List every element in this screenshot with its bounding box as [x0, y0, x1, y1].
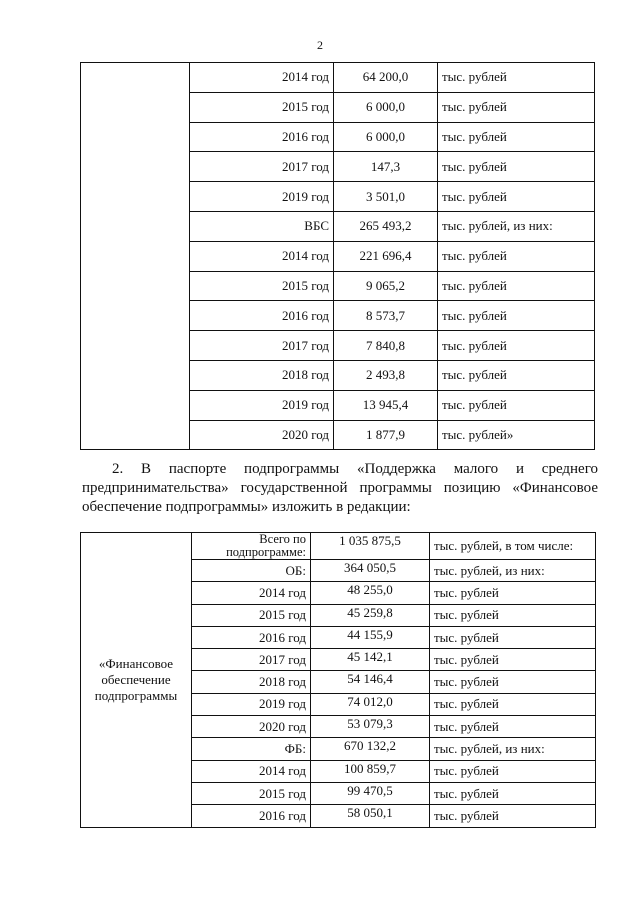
row-unit: тыс. рублей	[430, 760, 596, 782]
row-unit: тыс. рублей	[438, 390, 595, 420]
row-label: 2015 год	[190, 92, 334, 122]
row-label: 2020 год	[192, 716, 311, 738]
row-value: 53 079,3	[311, 716, 430, 738]
row-label: ОБ:	[192, 560, 311, 582]
row-value: 1 877,9	[334, 420, 438, 450]
row-unit: тыс. рублей»	[438, 420, 595, 450]
row-value: 2 493,8	[334, 360, 438, 390]
row-label: 2015 год	[192, 782, 311, 804]
row-unit: тыс. рублей	[430, 671, 596, 693]
row-label: 2015 год	[192, 604, 311, 626]
row-value: 7 840,8	[334, 331, 438, 361]
row-label: ФБ:	[192, 738, 311, 760]
row-unit: тыс. рублей	[438, 92, 595, 122]
row-label: 2019 год	[190, 182, 334, 212]
row-value: 54 146,4	[311, 671, 430, 693]
row-unit: тыс. рублей	[430, 693, 596, 715]
empty-first-column	[81, 63, 190, 450]
amendment-paragraph: 2. В паспорте подпрограммы «Поддержка малого и среднего предпринимательства» государственной программы позицию «Финансовое обеспечение подпрограммы» изложить в редакции:	[82, 461, 598, 515]
row-value: 45 142,1	[311, 649, 430, 671]
row-label: 2018 год	[190, 360, 334, 390]
row-unit: тыс. рублей	[438, 360, 595, 390]
row-unit: тыс. рублей	[430, 782, 596, 804]
row-value: 9 065,2	[334, 271, 438, 301]
row-value: 74 012,0	[311, 693, 430, 715]
row-label: 2014 год	[190, 241, 334, 271]
row-unit: тыс. рублей	[438, 271, 595, 301]
row-value: 58 050,1	[311, 805, 430, 827]
row-value: 99 470,5	[311, 782, 430, 804]
row-unit: тыс. рублей, из них:	[438, 211, 595, 241]
row-value: 48 255,0	[311, 582, 430, 604]
row-value: 100 859,7	[311, 760, 430, 782]
row-value: 147,3	[334, 152, 438, 182]
funding-table-subprogram	[80, 532, 596, 828]
row-unit: тыс. рублей	[438, 182, 595, 212]
row-label: 2017 год	[190, 331, 334, 361]
row-label: 2014 год	[192, 760, 311, 782]
row-value: 1 035 875,5	[311, 533, 430, 560]
row-unit: тыс. рублей	[438, 152, 595, 182]
row-value: 670 132,2	[311, 738, 430, 760]
row-value: 221 696,4	[334, 241, 438, 271]
row-label: 2017 год	[190, 152, 334, 182]
row-unit: тыс. рублей	[438, 63, 595, 93]
row-label: 2014 год	[190, 63, 334, 93]
row-unit: тыс. рублей, в том числе:	[430, 533, 596, 560]
row-unit: тыс. рублей	[430, 649, 596, 671]
row-label: Всего по подпрограмме:	[192, 533, 311, 560]
position-name: «Финансовое обеспечение подпрограммы	[81, 533, 192, 828]
funding-table-continued	[80, 62, 595, 450]
row-unit: тыс. рублей	[438, 301, 595, 331]
row-value: 6 000,0	[334, 92, 438, 122]
row-unit: тыс. рублей	[430, 582, 596, 604]
row-unit: тыс. рублей, из них:	[430, 560, 596, 582]
row-value: 8 573,7	[334, 301, 438, 331]
row-value: 364 050,5	[311, 560, 430, 582]
row-label: 2016 год	[192, 626, 311, 648]
row-value: 64 200,0	[334, 63, 438, 93]
row-value: 13 945,4	[334, 390, 438, 420]
row-unit: тыс. рублей	[430, 716, 596, 738]
row-unit: тыс. рублей	[430, 604, 596, 626]
row-label: 2019 год	[192, 693, 311, 715]
row-label: 2017 год	[192, 649, 311, 671]
row-unit: тыс. рублей	[438, 122, 595, 152]
row-value: 6 000,0	[334, 122, 438, 152]
row-label: 2020 год	[190, 420, 334, 450]
row-label: 2014 год	[192, 582, 311, 604]
row-label: 2016 год	[190, 122, 334, 152]
row-label: 2016 год	[190, 301, 334, 331]
page-number: 2	[317, 38, 323, 52]
row-unit: тыс. рублей, из них:	[430, 738, 596, 760]
row-unit: тыс. рублей	[438, 331, 595, 361]
table-row	[81, 533, 596, 560]
row-label: ВБС	[190, 211, 334, 241]
row-label: 2015 год	[190, 271, 334, 301]
row-value: 45 259,8	[311, 604, 430, 626]
row-label: 2016 год	[192, 805, 311, 827]
row-value: 44 155,9	[311, 626, 430, 648]
row-unit: тыс. рублей	[430, 626, 596, 648]
row-label: 2019 год	[190, 390, 334, 420]
table-row	[81, 63, 595, 93]
row-value: 3 501,0	[334, 182, 438, 212]
row-value: 265 493,2	[334, 211, 438, 241]
row-unit: тыс. рублей	[438, 241, 595, 271]
row-label: 2018 год	[192, 671, 311, 693]
row-unit: тыс. рублей	[430, 805, 596, 827]
